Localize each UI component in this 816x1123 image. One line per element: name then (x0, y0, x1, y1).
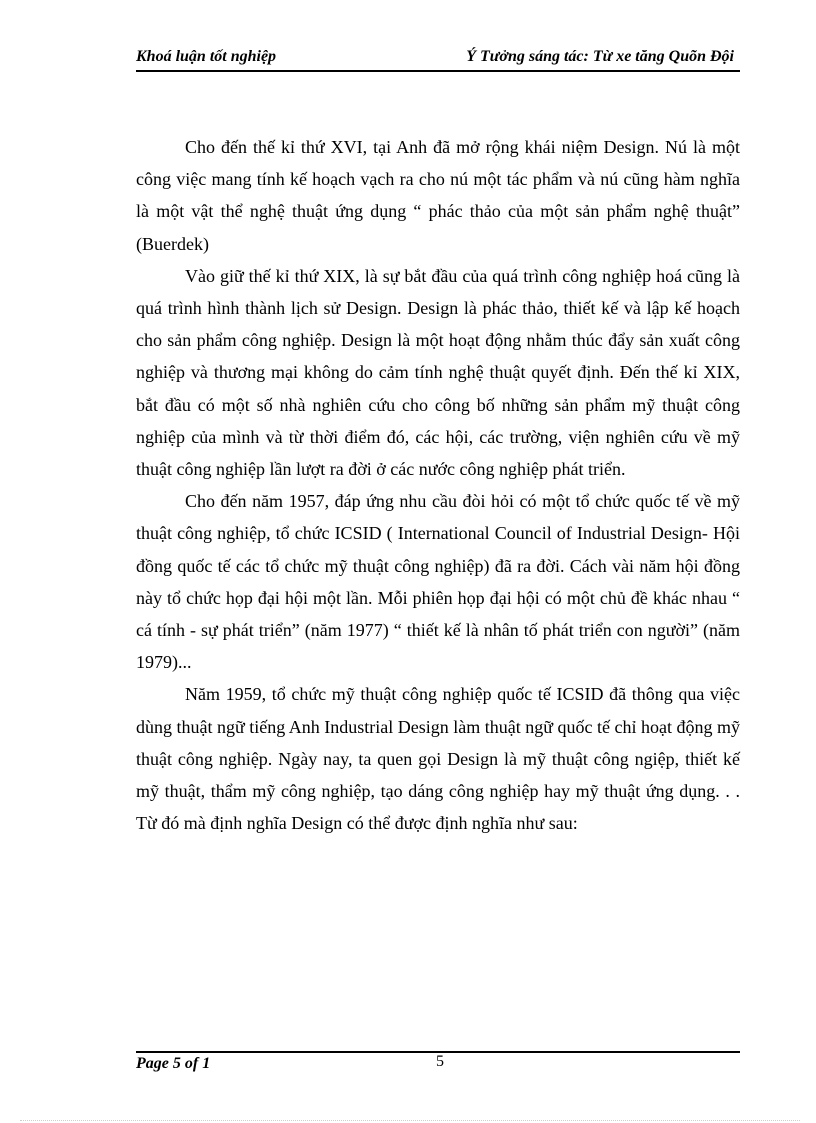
paragraph: Cho đến năm 1957, đáp ứng nhu cầu đòi hỏi có một tổ chức quốc tế về mỹ thuật công nghiệp, tổ chức ICSID ( International Council of Industrial Design- Hội đồng quốc tế các tổ chức mỹ thuật công nghiệp) đã ra đời. Cách vài năm hội đồng này tổ chức họp đại hội một lần. Mỗi phiên họp đại hội có một chủ đề khác nhau “ cá tính - sự phát triển” (năm 1977) “ thiết kế là nhân tố phát triển con người” (năm 1979)... (136, 491, 740, 673)
page-bottom-edge (20, 1120, 800, 1121)
page-header (136, 48, 740, 72)
footer-page-label: Page 5 of 1 (136, 1055, 211, 1072)
header-left-title: Khoá luận tốt nghiệp (136, 48, 277, 65)
paragraph: Cho đến thế kỉ thứ XVI, tại Anh đã mở rộng khái niệm Design. Nú là một công việc mang tính kế hoạch vạch ra cho nú một tác phẩm và nú cũng hàm nghĩa là một vật thể nghệ thuật ứng dụng “ phác thảo của một sản phẩm nghệ thuật” (Buerdek) (136, 137, 740, 254)
footer-page-number: 5 (436, 1053, 444, 1070)
header-right-title: Ý Tưởng sáng tác: Từ xe tăng Quõn Đội (466, 48, 734, 65)
paragraph: Vào giữ thế kỉ thứ XIX, là sự bắt đầu của quá trình công nghiệp hoá cũng là quá trình hình thành lịch sử Design. Design là phác thảo, thiết kế và lập kế hoạch cho sản phẩm công nghiệp. Design là một hoạt động nhằm thúc đẩy sản xuất công nghiệp và thương mại không do cảm tính nghệ thuật quyết định. Đến thế kỉ XIX, bắt đầu có một số nhà nghiên cứu cho công bố những sản phẩm mỹ thuật công nghiệp của mình và từ thời điểm đó, các hội, các trường, viện nghiên cứu về mỹ thuật công nghiệp lần lượt ra đời ở các nước công nghiệp phát triển. (136, 265, 740, 480)
paragraph: Năm 1959, tổ chức mỹ thuật công nghiệp quốc tế ICSID đã thông qua việc dùng thuật ngữ tiếng Anh Industrial Design làm thuật ngữ quốc tế chỉ hoạt động mỹ thuật công nghiệp. Ngày nay, ta quen gọi Design là mỹ thuật công ngiệp, thiết kế mỹ thuật, thẩm mỹ công nghiệp, tạo dáng công nghiệp hay mỹ thuật ứng dụng. . . Từ đó mà định nghĩa Design có thể được định nghĩa như sau: (136, 684, 740, 834)
document-body (136, 131, 740, 839)
